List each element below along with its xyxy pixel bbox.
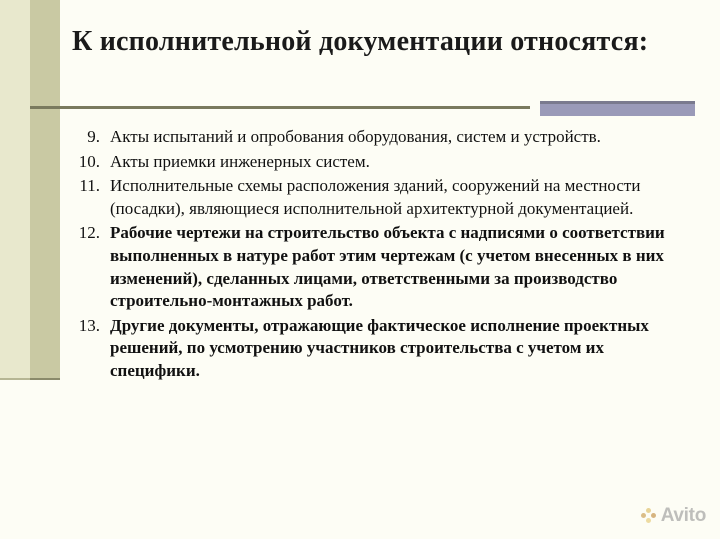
list-item (62, 126, 682, 149)
decorative-line-inner (30, 378, 60, 380)
watermark-label: Avito (660, 505, 706, 526)
list-item-number: 10. (78, 151, 100, 171)
list-item (62, 315, 682, 383)
list-item (62, 151, 682, 174)
list-item (62, 222, 682, 312)
list-item-text: Акты испытаний и опробования оборудования, систем и устройств. (110, 127, 601, 146)
list-item-text: Другие документы, отражающие фактическое исполнение проектных решений, по усмотрению участников строительства с учетом их специфики. (110, 315, 649, 381)
slide-body (62, 126, 682, 385)
title-divider (30, 106, 530, 109)
list-item-number: 11. (79, 176, 100, 196)
decorative-band-dark (30, 0, 60, 378)
watermark (641, 505, 706, 527)
numbered-list (62, 126, 682, 383)
list-item-text: Рабочие чертежи на строительство объекта с надписями о соответствии выполненных в натуре работ этим чертежам (с учетом внесенных в них изменений), сделанных лицами, ответственными за производство строительно-монтажных работ. (110, 223, 665, 311)
avito-logo-icon (641, 508, 657, 524)
list-item (62, 175, 682, 220)
decorative-band-bottom (0, 378, 60, 539)
slide-title: К исполнительной документации относятся: (72, 26, 649, 57)
list-item-number: 13. (78, 315, 100, 335)
list-item-text: Акты приемки инженерных систем. (110, 151, 370, 171)
list-item-number: 12. (78, 223, 100, 243)
list-item-number: 9. (87, 127, 100, 146)
title-divider-accent (540, 101, 695, 116)
list-item-text: Исполнительные схемы расположения зданий, сооружений на местности (посадки), являющиеся исполнительной архитектурной документацией. (110, 176, 641, 218)
decorative-line-left (0, 378, 30, 380)
